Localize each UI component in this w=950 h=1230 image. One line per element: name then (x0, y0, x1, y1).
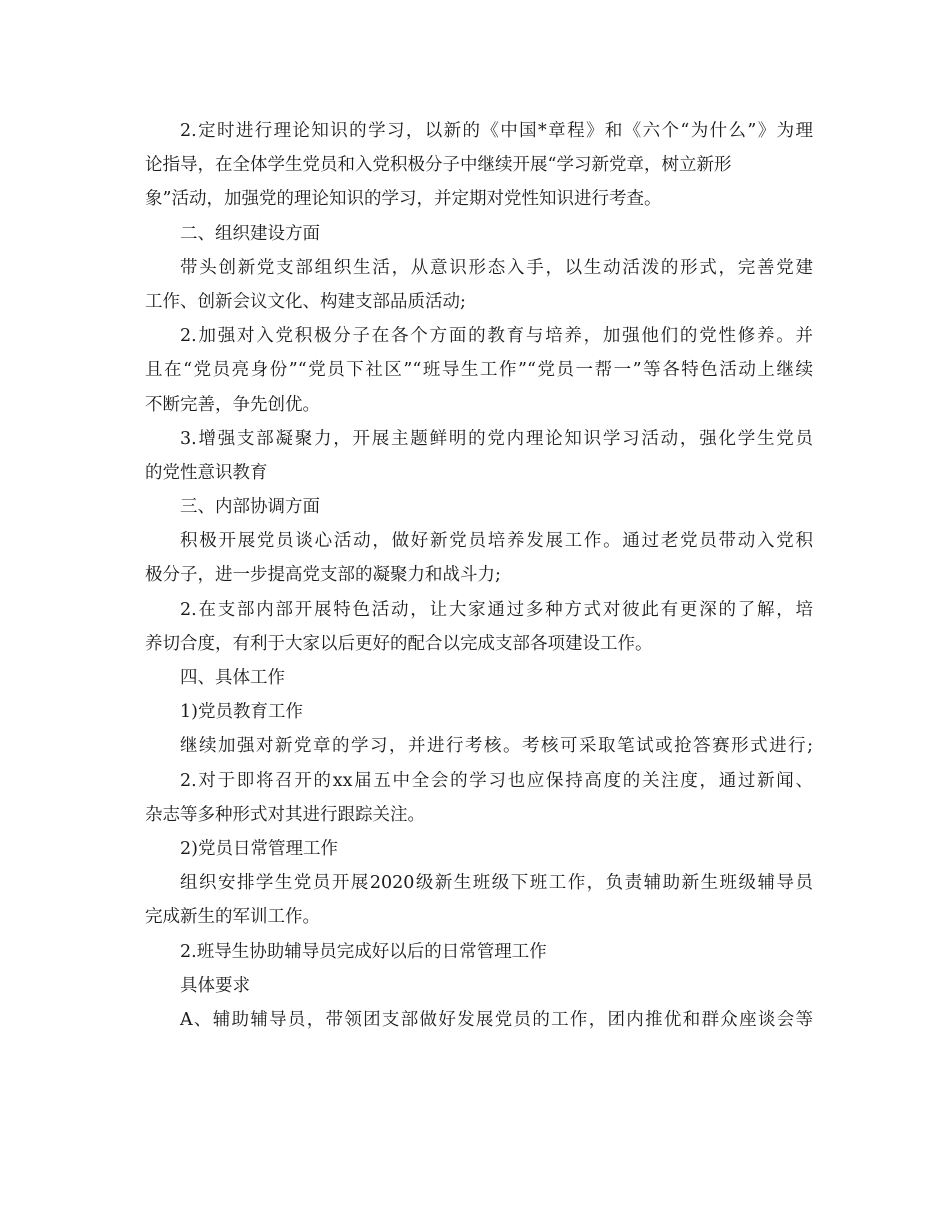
text-line: 杂志等多种形式对其进行跟踪关注。 (145, 804, 425, 825)
text-line: 且在“党员亮身份”“党员下社区”“班导生工作”“党员一帮一”等各特色活动上继续 (145, 360, 813, 381)
text-line: 2)党员日常管理工作 (180, 838, 338, 859)
text-line: 养切合度，有利于大家以后更好的配合以完成支部各项建设工作。 (145, 633, 653, 654)
text-line: 2.对于即将召开的xx届五中全会的学习也应保持高度的关注度，通过新闻、 (180, 770, 813, 791)
text-line: 四、具体工作 (180, 668, 285, 688)
text-line: 具体要求 (180, 975, 250, 996)
text-line: 工作、创新会议文化、构建支部品质活动; (145, 291, 466, 312)
text-line: 不断完善，争先创优。 (145, 394, 320, 415)
text-line: 积极开展党员谈心活动，做好新党员培养发展工作。通过老党员带动入党积 (180, 531, 813, 552)
text-line: 组织安排学生党员开展2020级新生班级下班工作，负责辅助新生班级辅导员 (180, 873, 813, 894)
text-line: 象”活动，加强党的理论知识的学习，并定期对党性知识进行考查。 (145, 189, 662, 210)
document-body (145, 114, 813, 1037)
text-line: 三、内部协调方面 (180, 497, 320, 518)
text-line: 1)党员教育工作 (180, 702, 303, 723)
text-line: A、辅助辅导员，带领团支部做好发展党员的工作，团内推优和群众座谈会等 (180, 1009, 813, 1030)
text-line: 完成新生的军训工作。 (145, 907, 320, 928)
text-line: 极分子，进一步提高党支部的凝聚力和战斗力; (145, 565, 501, 586)
text-line: 2.在支部内部开展特色活动，让大家通过多种方式对彼此有更深的了解，培 (180, 599, 813, 620)
text-line: 3.增强支部凝聚力，开展主题鲜明的党内理论知识学习活动，强化学生党员 (180, 428, 813, 449)
text-line: 二、组织建设方面 (180, 223, 320, 244)
text-line: 带头创新党支部组织生活，从意识形态入手，以生动活泼的形式，完善党建 (180, 257, 813, 278)
text-line: 2.定时进行理论知识的学习，以新的《中国*章程》和《六个“为什么”》为理 (180, 121, 813, 141)
text-line: 2.加强对入党积极分子在各个方面的教育与培养，加强他们的党性修养。并 (180, 326, 813, 347)
text-line: 的党性意识教育 (145, 462, 268, 483)
text-line: 论指导，在全体学生党员和入党积极分子中继续开展“学习新党章，树立新形 (145, 155, 732, 176)
text-line: 2.班导生协助辅导员完成好以后的日常管理工作 (180, 941, 547, 962)
text-line: 继续加强对新党章的学习，并进行考核。考核可采取笔试或抢答赛形式进行; (180, 736, 813, 757)
